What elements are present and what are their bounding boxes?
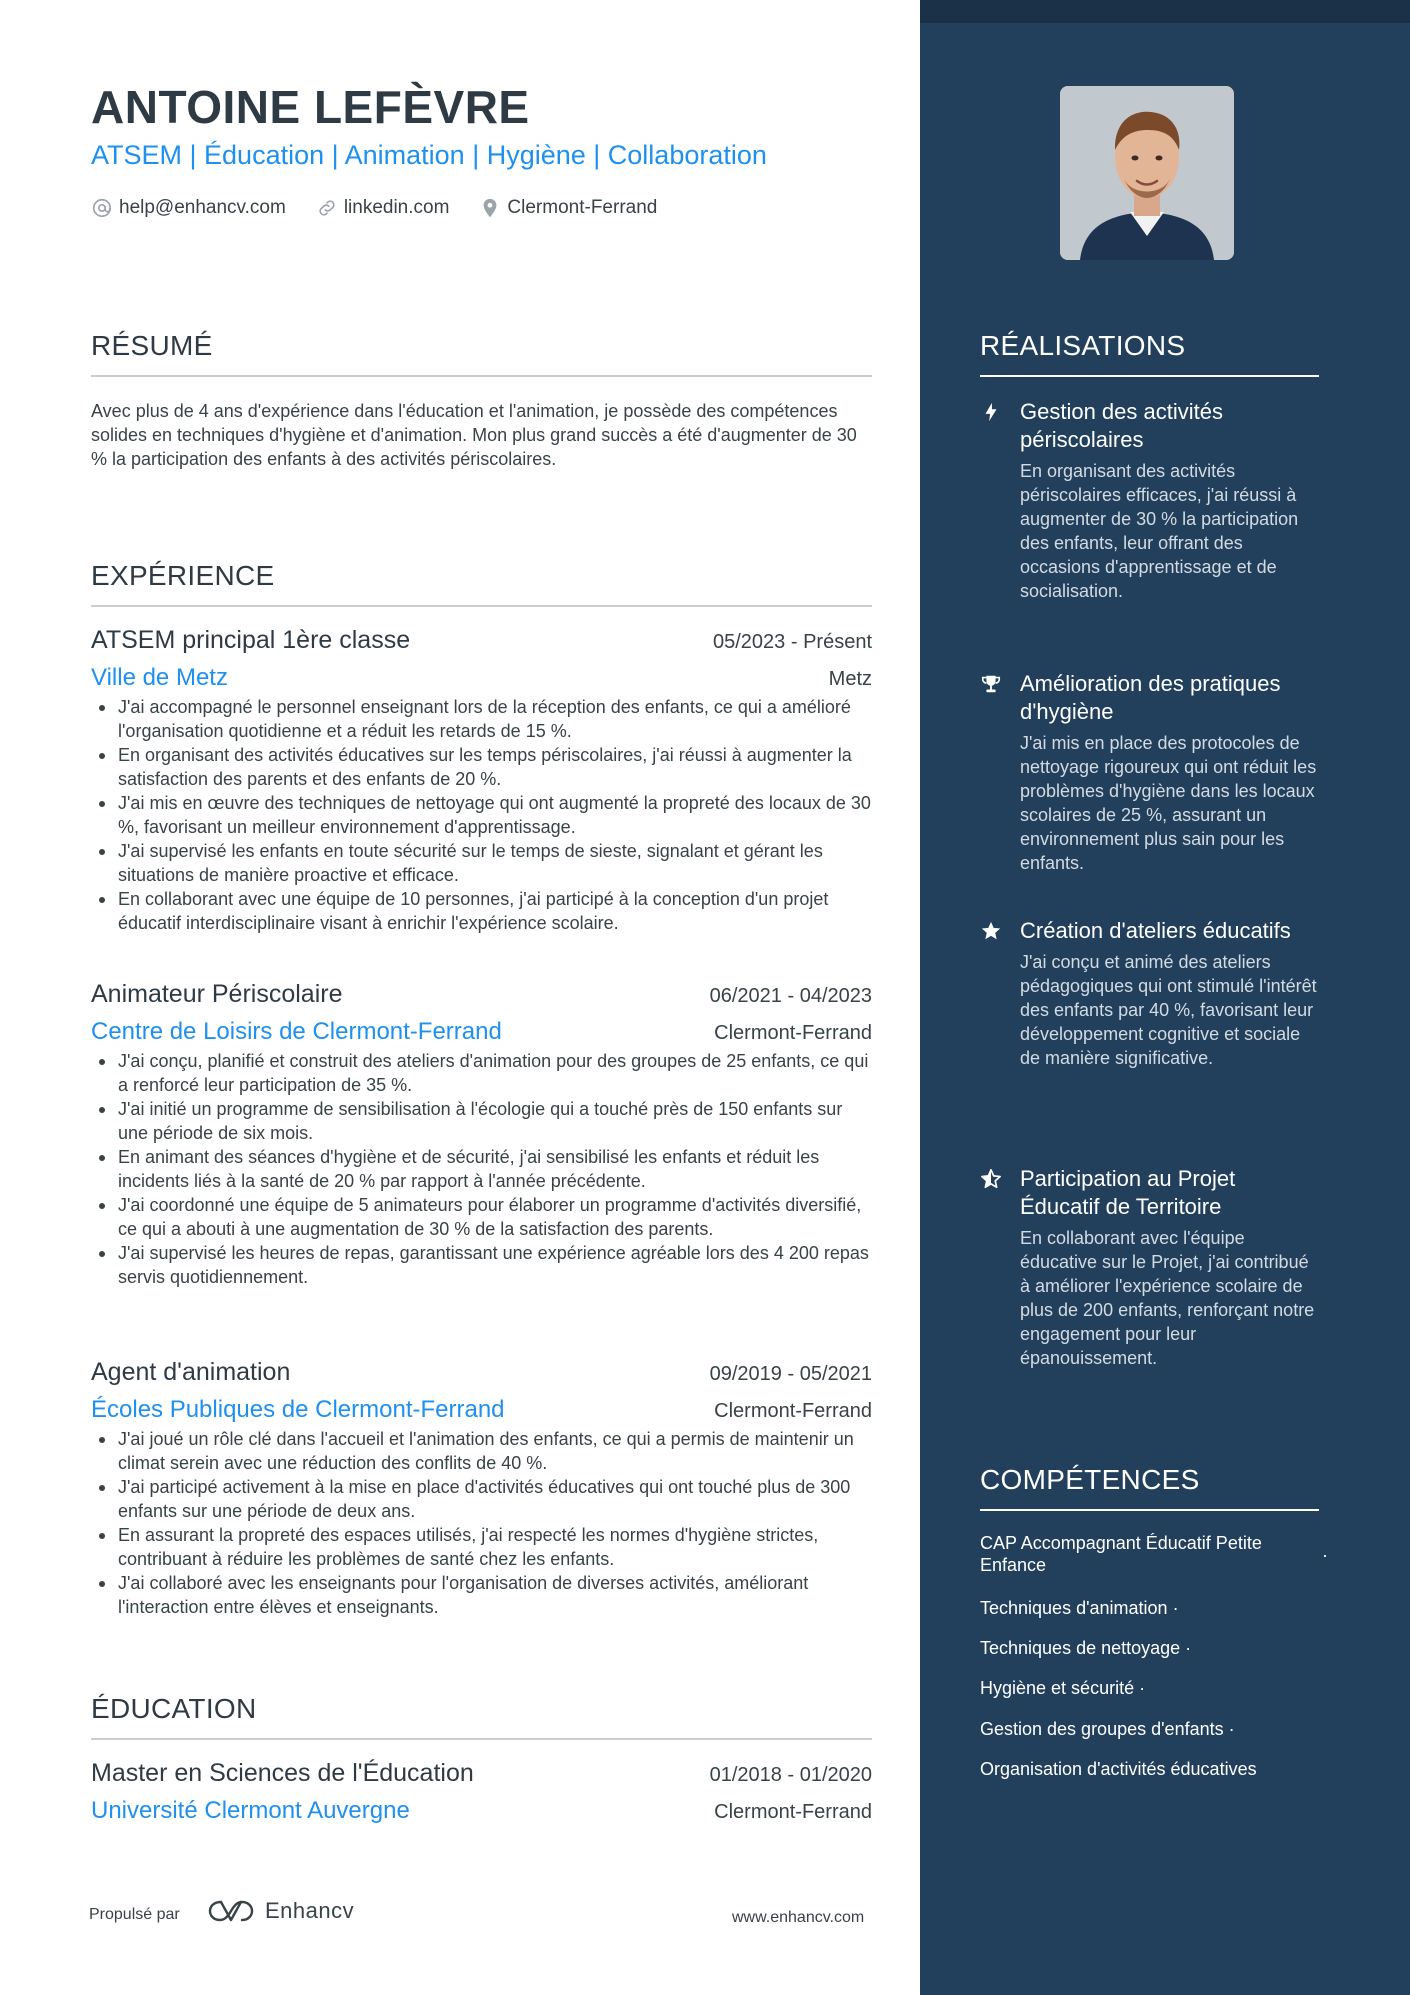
star-icon: [980, 920, 1002, 942]
skill-label: Organisation d'activités éducatives: [980, 1759, 1257, 1779]
job-dates: 09/2019 - 05/2021: [709, 1363, 872, 1385]
achievements-divider: [980, 375, 1319, 377]
bullet-item: En collaborant avec une équipe de 10 personnes, j'ai participé à la conception d'un projet éducatif interdisciplinaire visant à enrichir l'expérience scolaire.: [91, 887, 872, 935]
skill-item: [980, 1637, 1319, 1659]
achievement-description: En collaborant avec l'équipe éducative sur le Projet, j'ai contribué à améliorer l'expérience scolaire de plus de 200 enfants, renforçant notre engagement pour leur épanouissement.: [1020, 1228, 1315, 1368]
job-bullets: [91, 695, 872, 935]
skill-label: CAP Accompagnant Éducatif Petite Enfance: [980, 1533, 1262, 1575]
profile-photo-image: [1060, 86, 1234, 260]
education-location: Clermont-Ferrand: [714, 1801, 872, 1823]
job-location: Metz: [828, 668, 872, 690]
job-title: ATSEM principal 1ère classe: [91, 626, 411, 654]
skill-item: [980, 1597, 1319, 1619]
job-dates: 06/2021 - 04/2023: [709, 985, 872, 1007]
bullet-item: J'ai mis en œuvre des techniques de nettoyage qui ont augmenté la propreté des locaux de 30 %, favorisant un meilleur environnement d'apprentissage.: [91, 791, 872, 839]
bullet-item: En organisant des activités éducatives sur les temps périscolaires, j'ai réussi à augmenter la satisfaction des parents et des enfants de 20 %.: [91, 743, 872, 791]
job-entry: [91, 1358, 872, 1619]
experience-title: EXPÉRIENCE: [91, 560, 275, 591]
company-name[interactable]: Ville de Metz: [91, 664, 228, 691]
job-location: Clermont-Ferrand: [714, 1400, 872, 1422]
skill-separator: ·: [1185, 1638, 1192, 1658]
powered-by-label: Propulsé par: [89, 1906, 180, 1923]
degree-title: Master en Sciences de l'Éducation: [91, 1759, 474, 1787]
contact-linkedin[interactable]: [316, 197, 450, 219]
achievement-item: [980, 917, 1319, 1070]
contact-email[interactable]: [91, 197, 286, 219]
skill-label: Hygiène et sécurité: [980, 1678, 1135, 1698]
education-entry: [91, 1759, 872, 1825]
candidate-name: ANTOINE LEFÈVRE: [91, 81, 530, 133]
skills-title: COMPÉTENCES: [980, 1464, 1200, 1495]
summary-title: RÉSUMÉ: [91, 330, 213, 361]
achievement-title: Création d'ateliers éducatifs: [1020, 918, 1291, 943]
school-name[interactable]: Université Clermont Auvergne: [91, 1797, 410, 1824]
achievement-title: Amélioration des pratiques d'hygiène: [1020, 671, 1281, 724]
summary-divider: [91, 375, 872, 377]
bullet-item: J'ai joué un rôle clé dans l'accueil et l'animation des enfants, ce qui a permis de maintenir un climat serein avec une réduction des conflits de 40 %.: [91, 1427, 872, 1475]
skill-separator: ·: [1139, 1678, 1146, 1698]
achievement-title: Participation au Projet Éducatif de Territoire: [1020, 1166, 1236, 1219]
at-icon: [91, 197, 113, 219]
headline: ATSEM | Éducation | Animation | Hygiène | Collaboration: [91, 140, 767, 170]
bullet-item: En assurant la propreté des espaces utilisés, j'ai respecté les normes d'hygiène strictes, contribuant à réduire les problèmes de santé chez les enfants.: [91, 1523, 872, 1571]
company-name[interactable]: Écoles Publiques de Clermont-Ferrand: [91, 1396, 505, 1423]
bullet-item: J'ai coordonné une équipe de 5 animateurs pour élaborer un programme d'activités diversifié, ce qui a abouti à une augmentation de 30 % de la satisfaction des parents.: [91, 1193, 872, 1241]
job-dates: 05/2023 - Présent: [713, 631, 872, 653]
achievement-item: [980, 398, 1319, 603]
achievement-item: [980, 670, 1319, 875]
skill-separator: ·: [1322, 1545, 1328, 1565]
company-name[interactable]: Centre de Loisirs de Clermont-Ferrand: [91, 1018, 502, 1045]
job-title: Animateur Périscolaire: [91, 980, 343, 1008]
enhancv-mark-icon: [207, 1898, 255, 1924]
job-bullets: [91, 1427, 872, 1619]
achievements-title: RÉALISATIONS: [980, 330, 1186, 361]
sidebar-topbar: [920, 0, 1410, 23]
bullet-item: J'ai supervisé les enfants en toute sécurité sur le temps de sieste, signalant et gérant les situations de manière proactive et efficace.: [91, 839, 872, 887]
skill-separator: ·: [1172, 1598, 1179, 1618]
bullet-item: J'ai initié un programme de sensibilisation à l'écologie qui a touché près de 150 enfants sur une période de six mois.: [91, 1097, 872, 1145]
skill-separator: ·: [1228, 1719, 1235, 1739]
bullet-item: J'ai supervisé les heures de repas, garantissant une expérience agréable lors des 4 200 repas servis quotidiennement.: [91, 1241, 872, 1289]
skill-label: Techniques d'animation: [980, 1598, 1168, 1618]
bullet-item: En animant des séances d'hygiène et de sécurité, j'ai sensibilisé les enfants et réduit les incidents liés à la santé de 20 % par rapport à l'année précédente.: [91, 1145, 872, 1193]
achievement-item: [980, 1165, 1319, 1370]
job-entry: [91, 626, 872, 935]
achievement-title: Gestion des activités périscolaires: [1020, 399, 1223, 452]
experience-divider: [91, 605, 872, 607]
email-text: help@enhancv.com: [119, 197, 286, 218]
enhancv-logo[interactable]: [207, 1898, 354, 1924]
education-title: ÉDUCATION: [91, 1693, 257, 1724]
link-icon: [316, 197, 338, 219]
education-dates: 01/2018 - 01/2020: [709, 1764, 872, 1786]
skill-item: [980, 1532, 1290, 1576]
job-title: Agent d'animation: [91, 1358, 291, 1386]
bolt-icon: [980, 401, 1002, 423]
bullet-item: J'ai accompagné le personnel enseignant lors de la réception des enfants, ce qui a amélioré l'organisation quotidienne et a réduit les retards de 15 %.: [91, 695, 872, 743]
linkedin-text: linkedin.com: [343, 197, 450, 218]
enhancv-brand: Enhancv: [265, 1898, 355, 1923]
job-bullets: [91, 1049, 872, 1289]
footer-url[interactable]: www.enhancv.com: [732, 1909, 865, 1926]
skill-label: Techniques de nettoyage: [980, 1638, 1181, 1658]
skill-item: [980, 1758, 1319, 1780]
half-star-icon: [980, 1168, 1002, 1190]
bullet-item: J'ai conçu, planifié et construit des ateliers d'animation pour des groupes de 25 enfants, ce qui a renforcé leur participation de 35 %.: [91, 1049, 872, 1097]
skill-item: [980, 1677, 1319, 1699]
bullet-item: J'ai collaboré avec les enseignants pour l'organisation de diverses activités, améliorant l'interaction entre élèves et enseignants.: [91, 1571, 872, 1619]
trophy-icon: [980, 673, 1002, 695]
education-divider: [91, 1738, 872, 1740]
achievement-description: J'ai conçu et animé des ateliers pédagogiques qui ont stimulé l'intérêt des enfants par 40 %, favorisant leur développement cognitive et sociale de manière significative.: [1020, 952, 1317, 1068]
bullet-item: J'ai participé activement à la mise en place d'activités éducatives qui ont touché plus de 300 enfants sur une période de deux ans.: [91, 1475, 872, 1523]
job-location: Clermont-Ferrand: [714, 1022, 872, 1044]
skill-item: [980, 1718, 1319, 1740]
achievement-description: J'ai mis en place des protocoles de nettoyage rigoureux qui ont réduit les problèmes d'hygiène dans les locaux scolaires de 25 %, assurant un environnement plus sain pour les enfants.: [1020, 733, 1317, 873]
skill-label: Gestion des groupes d'enfants: [980, 1719, 1224, 1739]
contact-row: [91, 197, 687, 219]
achievement-description: En organisant des activités périscolaires efficaces, j'ai réussi à augmenter de 30 % la participation des enfants, leur offrant des occasions d'apprentissage et de socialisation.: [1020, 461, 1299, 601]
job-entry: [91, 980, 872, 1289]
profile-photo: [1060, 86, 1234, 260]
location-text: Clermont-Ferrand: [507, 197, 658, 218]
summary-text: Avec plus de 4 ans d'expérience dans l'éducation et l'animation, je possède des compétences solides en techniques d'hygiène et d'animation. Mon plus grand succès a été d'augmenter de 30 % la participation des enfants à des activités périscolaires.: [91, 401, 857, 469]
skills-divider: [980, 1509, 1319, 1511]
contact-location: [479, 197, 657, 219]
location-pin-icon: [479, 197, 501, 219]
